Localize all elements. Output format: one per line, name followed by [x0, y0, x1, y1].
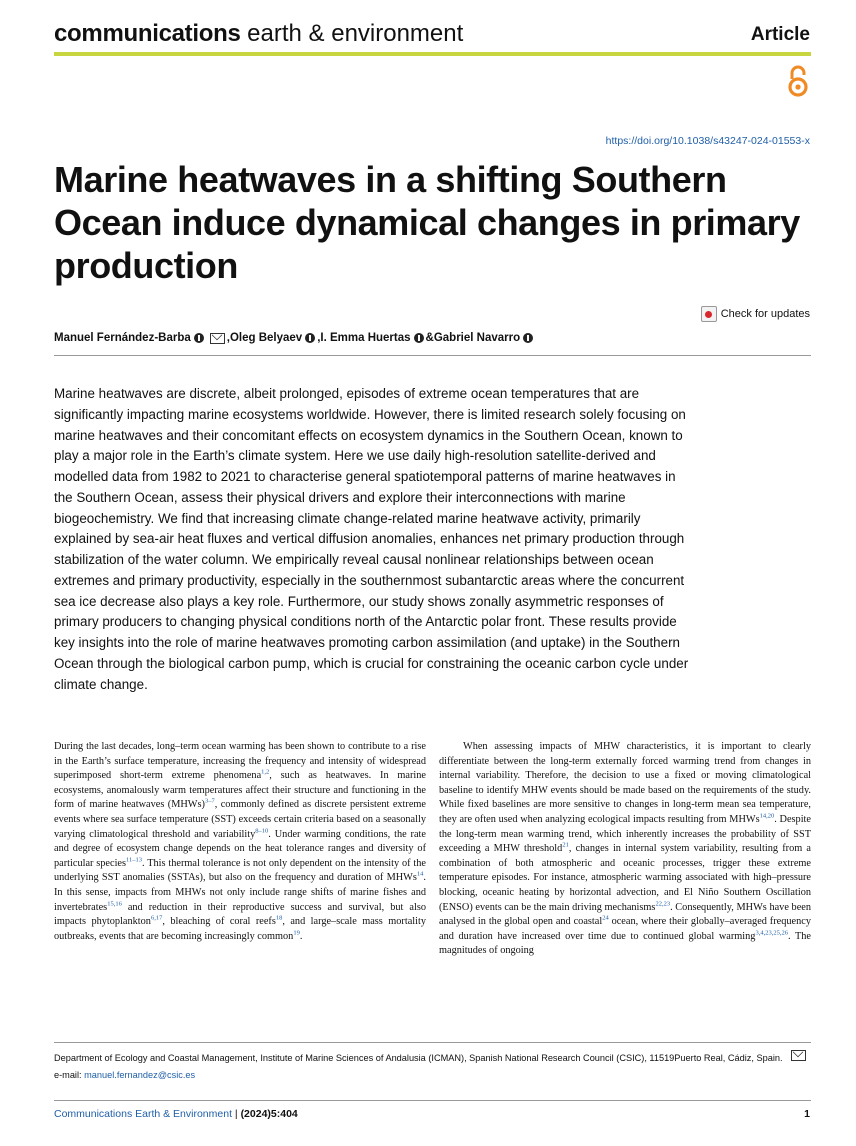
author-list: [54, 332, 535, 344]
journal-name-rest: earth & environment: [247, 20, 464, 47]
citation-ref[interactable]: 18: [275, 914, 283, 922]
body-column-left: [54, 740, 426, 944]
journal-name: [54, 20, 463, 48]
article-type: Article: [750, 24, 810, 45]
body-text: , bleaching of coral reefs: [162, 916, 276, 928]
body-text: , changes in internal system variability, resulting from a combination of both atmospheric and oceanic processes, trigger these extreme temperature episodes. For instance, atmospheric warming associated with high–pressure blocking, oceanic heating by horizontal advection, and El Niño Southern Oscillation (ENSO) events can be the main driving mechanisms: [439, 843, 811, 913]
footer-separator: |: [232, 1108, 241, 1120]
citation-ref[interactable]: 21: [562, 841, 569, 849]
citation-ref[interactable]: 3,4,23,25,26: [755, 929, 788, 937]
author-separator: &: [425, 332, 434, 344]
orcid-icon[interactable]: [305, 333, 315, 343]
email-icon[interactable]: [210, 333, 225, 344]
email-label: e-mail:: [54, 1070, 82, 1080]
check-updates-label: Check for updates: [720, 308, 810, 320]
orcid-icon[interactable]: [414, 333, 424, 343]
email-link[interactable]: manuel.fernandez@csic.es: [84, 1070, 196, 1080]
doi-link[interactable]: https://doi.org/10.1038/s43247-024-01553-x: [605, 135, 810, 147]
divider: [54, 355, 811, 356]
citation-ref[interactable]: 14: [416, 870, 424, 878]
author-name[interactable]: Gabriel Navarro: [433, 332, 521, 344]
email-icon: [791, 1050, 806, 1061]
check-updates-icon: [701, 306, 717, 322]
author-name[interactable]: I. Emma Huertas: [320, 332, 411, 344]
body-column-right: [439, 740, 811, 959]
body-text: , such as heatwaves. In marine ecosystems, anomalously warm temperatures affect their structure and functioning in the form of marine heatwaves (MHWs): [54, 770, 426, 811]
body-text: During the last decades, long–term ocean warming has been shown to contribute to a rise in the Earth’s surface temperature, increasing the frequency and intensity of widespread superimposed short-term extreme phenomena: [54, 741, 426, 782]
header-accent-rule: [54, 52, 811, 56]
page-number: 1: [804, 1108, 810, 1120]
body-text: , commonly defined as discrete persistent extreme events where sea surface temperature (SST) exceeds certain criteria based on a seasonally varying climatological threshold and variability: [54, 799, 427, 840]
body-text: . Consequently, MHWs have been analysed in the global open and coastal: [439, 901, 811, 928]
divider: [54, 1042, 811, 1043]
journal-name-bold: communications: [54, 20, 241, 47]
body-text: . In this sense, impacts from MHWs not only include range shifts of marine fishes and invertebrates: [54, 872, 426, 913]
affiliation-text: Department of Ecology and Coastal Management, Institute of Marine Sciences of Andalusia (ICMAN), Spanish National Research Council (CSIC), 11519Puerto Real, Cádiz, Spain.: [54, 1053, 783, 1063]
citation-ref[interactable]: 6,17: [150, 914, 163, 922]
affiliation: [54, 1050, 811, 1084]
body-text: . This thermal tolerance is not only dependent on the intensity of the underlying SST anomalies (SSTAs), but also on the frequency and duration of MHWs: [54, 857, 426, 884]
citation-ref[interactable]: 11–13: [126, 856, 143, 864]
author-separator: ,: [226, 332, 230, 344]
body-text: . Under warming conditions, the rate and degree of ecosystem change depends on the heat tolerance ranges and diversity of particular species: [54, 828, 426, 869]
citation-ref[interactable]: 22,23: [655, 900, 671, 908]
footer-citation: [54, 1108, 298, 1120]
body-text: and reduction in their reproductive success and survival, but also impacts phytoplankton: [54, 901, 426, 928]
citation-ref[interactable]: 14,20: [759, 812, 775, 820]
citation-ref[interactable]: 1,2: [261, 768, 270, 776]
body-text: .: [299, 930, 303, 942]
open-access-icon: [786, 64, 810, 98]
body-text: . The magnitudes of ongoing: [439, 930, 811, 957]
orcid-icon[interactable]: [523, 333, 533, 343]
body-text: . Despite the long-term mean warming trend, which inherently increases the probability of SST exceeding a MHW threshold: [439, 813, 811, 855]
body-text: , and large–scale mass mortality outbreaks, events that are becoming increasingly common: [54, 916, 426, 942]
citation-ref[interactable]: 15,16: [107, 900, 122, 908]
footer-volume: (2024)5:404: [240, 1108, 298, 1120]
body-text: When assessing impacts of MHW characteristics, it is important to clearly differentiate between the long-term externally forced warming trend from changes in internal variability. Therefore, the decision to use a fixed or moving climatological baseline to identify MHW events should be made based on the requirements of the study. While fixed baselines are more sensitive to changes in long-term mean sea temperature, they are often used when analyzing ecological impacts resulting from MHWs: [439, 741, 811, 825]
citation-ref[interactable]: 19: [293, 929, 300, 937]
author-name[interactable]: Oleg Belyaev: [229, 332, 303, 344]
abstract: Marine heatwaves are discrete, albeit prolonged, episodes of extreme ocean temperatures that are significantly impacting marine ecosystems worldwide. However, there is limited research solely focusing on marine heatwaves and their concomitant effects on ecosystem dynamics in the Southern Ocean, known to play a major role in the Earth’s climate system. Here we use daily high-resolution satellite-derived and modelled data from 1982 to 2021 to characterise general spatiotemporal patterns of marine heatwaves in the Southern Ocean, assess their physical drivers and explore their interconnections with marine biogeochemistry. We find that increasing climate change-related marine heatwave activity, primarily explained by sea-air heat fluxes and vertical diffusion anomalies, enhances net primary production through stabilization of the water column. We empirically reveal causal nonlinear relationships between ocean extremes and primary productivity, especially in the southernmost subantarctic areas where the concurrent sea ice decrease also plays a key role. Furthermore, our study shows zonally asymmetric responses of primary producers to changing physical conditions north of the Antarctic polar front. These results provide key insights into the role of marine heatwaves promoting carbon assimilation (and uptake) in the Southern Ocean through the biological carbon pump, which is crucial for constraining the oceanic carbon cycle under climate change.: [54, 386, 689, 692]
footer-journal[interactable]: Communications Earth & Environment: [54, 1108, 232, 1120]
citation-ref[interactable]: 3–7: [204, 797, 215, 805]
orcid-icon[interactable]: [194, 333, 204, 343]
article-title: Marine heatwaves in a shifting Southern Ocean induce dynamical changes in primary production: [54, 159, 800, 286]
citation-ref[interactable]: 24: [602, 914, 609, 922]
citation-ref[interactable]: 8–10: [255, 827, 269, 835]
body-text: ocean, where their globally–averaged frequency and duration have increased over time due to continued global warming: [439, 916, 811, 942]
author-separator: ,: [317, 332, 321, 344]
check-for-updates-button[interactable]: [701, 306, 810, 322]
author-name[interactable]: Manuel Fernández-Barba: [54, 332, 191, 344]
divider: [54, 1100, 811, 1101]
